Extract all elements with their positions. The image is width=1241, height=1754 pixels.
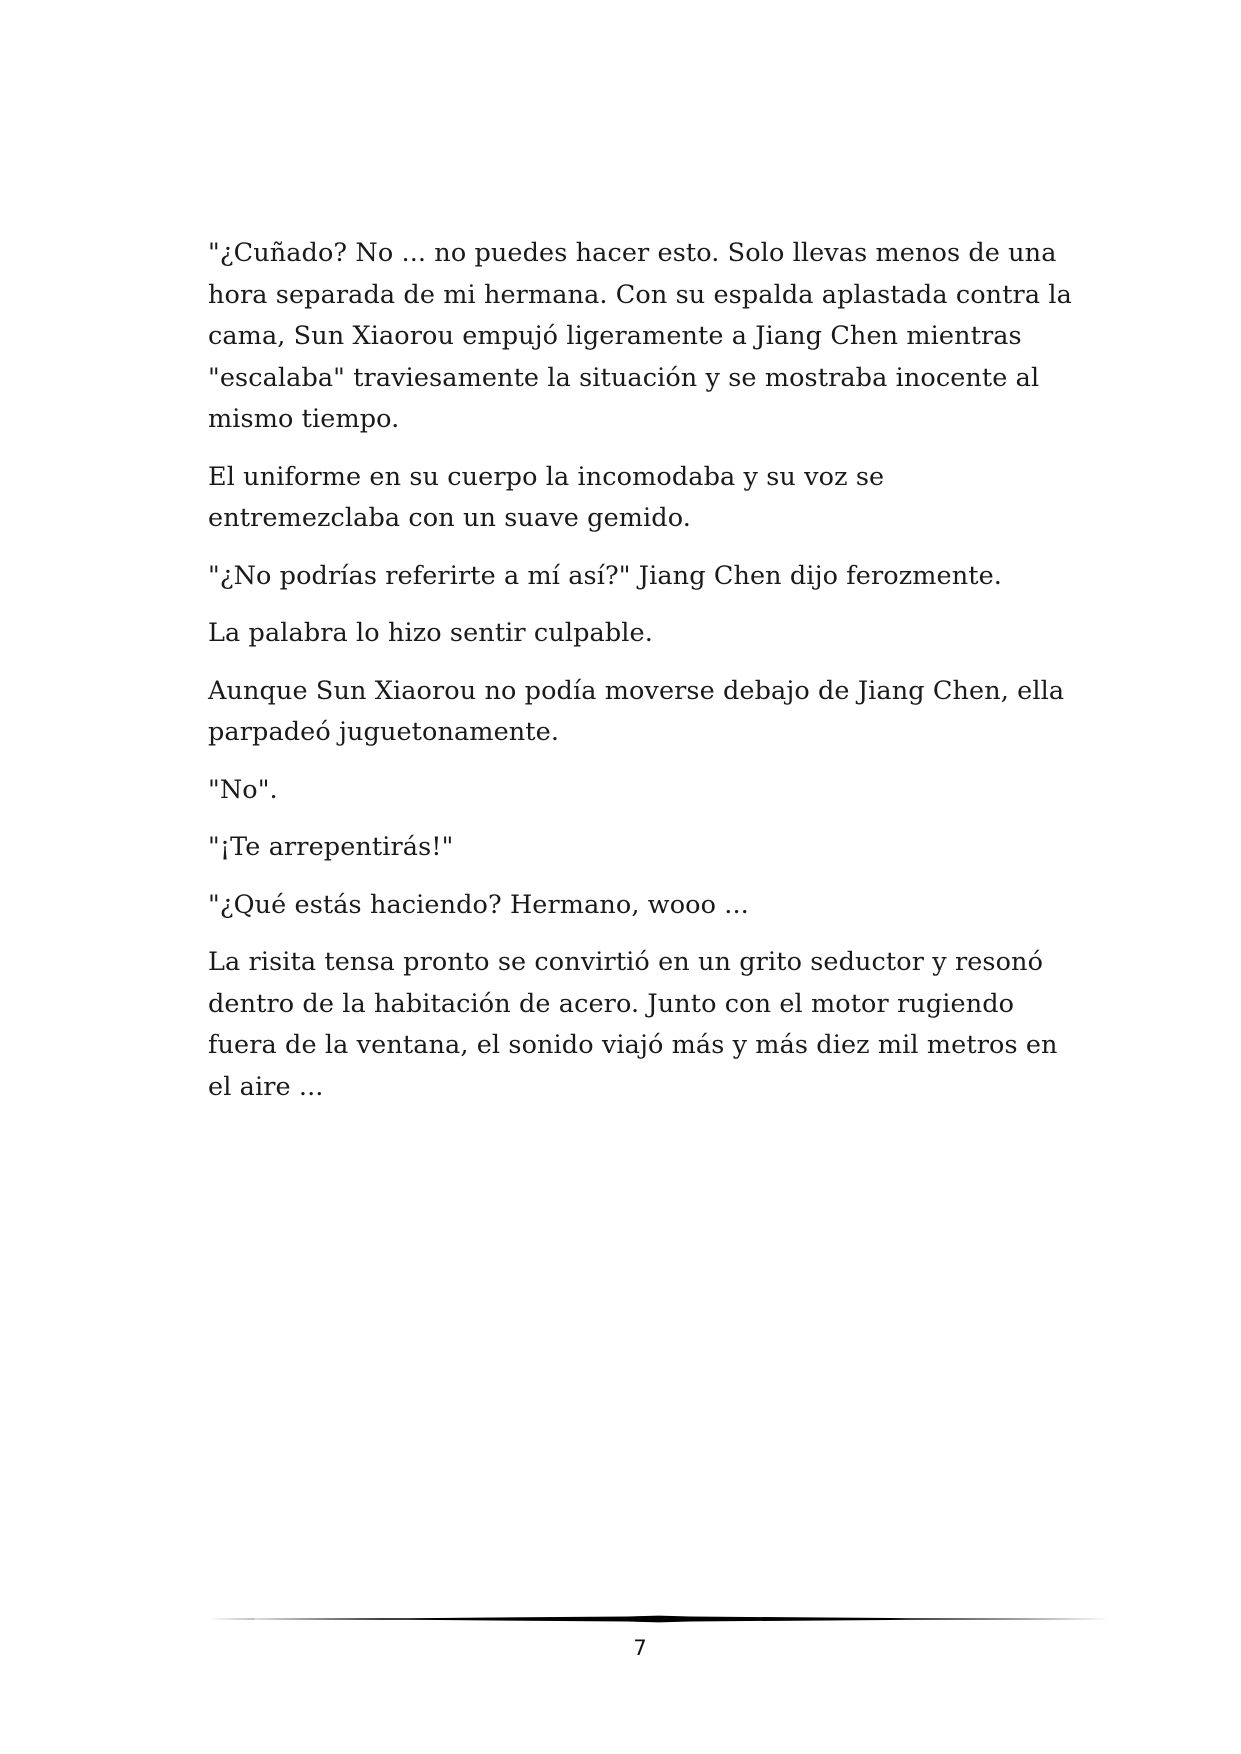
- footer-divider: [208, 1612, 1110, 1626]
- paragraph-6: "No".: [208, 774, 278, 805]
- paragraph-4: La palabra lo hizo sentir culpable.: [208, 618, 653, 648]
- body-text: [208, 233, 1078, 1124]
- paragraph-1: "¿Cuñado? No ... no puedes hacer esto. Solo llevas menos de una hora separada de mi hermana. Con su espalda aplastada contra la cama, Sun Xiaorou empujó ligeramente a Jiang Chen mientras "escalaba" traviesamente la situación y se mostraba inocente al mismo tiempo.: [208, 238, 1072, 434]
- paragraph-5: Aunque Sun Xiaorou no podía moverse debajo de Jiang Chen, ella parpadeó juguetonamente.: [208, 675, 1065, 747]
- paragraph-2: El uniforme en su cuerpo la incomodaba y su voz se entremezclaba con un suave gemido.: [208, 461, 885, 533]
- paragraph-7: "¡Te arrepentirás!": [208, 832, 454, 862]
- paragraph-9: La risita tensa pronto se convirtió en un grito seductor y resonó dentro de la habitación de acero. Junto con el motor rugiendo fuera de la ventana, el sonido viajó más y más diez mil metros en el aire ...: [208, 947, 1058, 1102]
- paragraph-8: "¿Qué estás haciendo? Hermano, wooo ...: [208, 889, 749, 920]
- page-number: 7: [633, 1636, 647, 1660]
- paragraph-3: "¿No podrías referirte a mí así?" Jiang Chen dijo ferozmente.: [208, 560, 1002, 591]
